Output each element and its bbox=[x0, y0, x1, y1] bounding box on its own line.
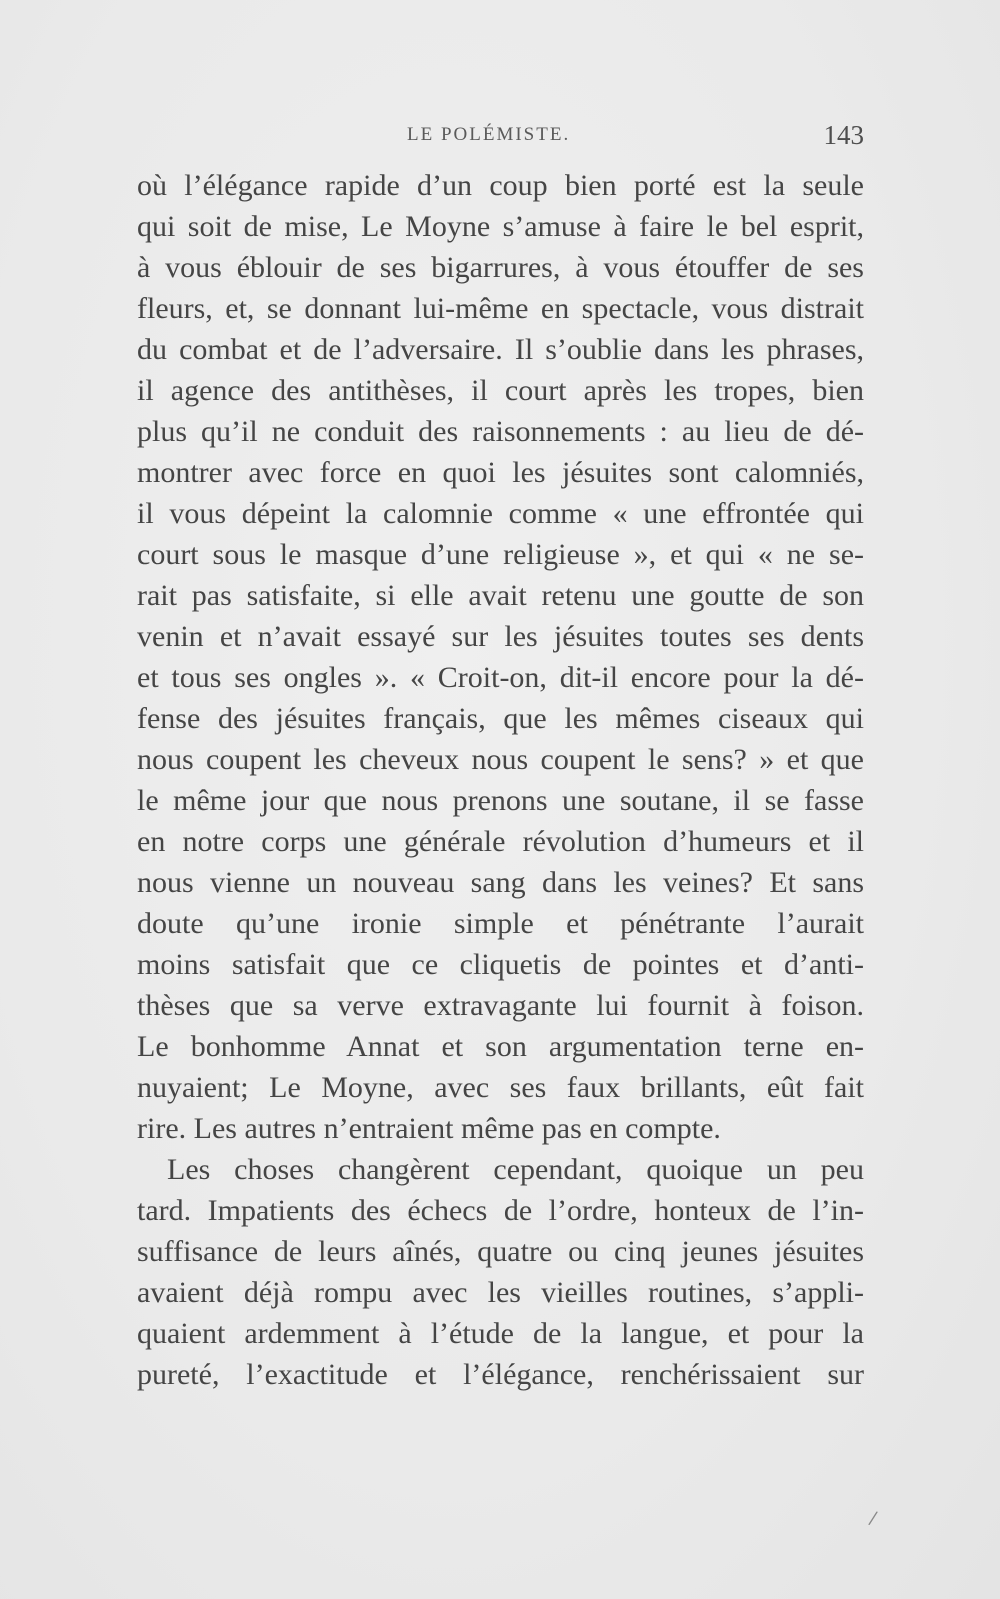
running-title: LE POLÉMISTE. bbox=[407, 124, 571, 145]
text-line: suffisance de leurs aînés, quatre ou cinq jeunes jésuites bbox=[137, 1235, 864, 1268]
text-line: à vous éblouir de ses bigarrures, à vous étouffer de ses bbox=[137, 251, 864, 284]
text-line: rait pas satisfaite, si elle avait retenu une goutte de son bbox=[137, 579, 864, 612]
text-line: fleurs, et, se donnant lui-même en spectacle, vous distrait bbox=[137, 292, 864, 325]
text-line: Le bonhomme Annat et son argumentation terne en- bbox=[137, 1030, 864, 1063]
text-line: rire. Les autres n’entraient même pas en compte. bbox=[137, 1112, 721, 1145]
text-line: le même jour que nous prenons une soutane, il se fasse bbox=[137, 784, 864, 817]
text-line: nous coupent les cheveux nous coupent le sens? » et que bbox=[137, 743, 864, 776]
text-line: il agence des antithèses, il court après les tropes, bien bbox=[137, 374, 864, 407]
text-line: thèses que sa verve extravagante lui fournit à foison. bbox=[137, 989, 864, 1022]
text-line: venin et n’avait essayé sur les jésuites toutes ses dents bbox=[137, 620, 864, 653]
text-line: fense des jésuites français, que les mêmes ciseaux qui bbox=[137, 702, 864, 735]
text-line: Les choses changèrent cependant, quoique un peu bbox=[167, 1153, 864, 1186]
text-line: avaient déjà rompu avec les vieilles routines, s’appli- bbox=[137, 1276, 864, 1309]
text-line: où l’élégance rapide d’un coup bien porté est la seule bbox=[137, 169, 864, 202]
text-line: pureté, l’exactitude et l’élégance, renchérissaient sur bbox=[137, 1358, 864, 1391]
body-text bbox=[137, 165, 864, 1395]
paragraph-1 bbox=[137, 165, 864, 1149]
text-line: plus qu’il ne conduit des raisonnements : au lieu de dé- bbox=[137, 415, 864, 448]
stray-ink-mark: / bbox=[867, 1507, 879, 1530]
text-line: qui soit de mise, Le Moyne s’amuse à faire le bel esprit, bbox=[137, 210, 864, 243]
text-line: quaient ardemment à l’étude de la langue, et pour la bbox=[137, 1317, 864, 1350]
text-line: il vous dépeint la calomnie comme « une effrontée qui bbox=[137, 497, 864, 530]
text-line: et tous ses ongles ». « Croit-on, dit-il encore pour la dé- bbox=[137, 661, 864, 694]
page-number: 143 bbox=[823, 120, 864, 150]
text-line: du combat et de l’adversaire. Il s’oublie dans les phrases, bbox=[137, 333, 864, 366]
text-line: moins satisfait que ce cliquetis de pointes et d’anti- bbox=[137, 948, 864, 981]
running-head bbox=[137, 120, 864, 154]
text-line: nous vienne un nouveau sang dans les veines? Et sans bbox=[137, 866, 864, 899]
text-line: court sous le masque d’une religieuse », et qui « ne se- bbox=[137, 538, 864, 571]
paragraph-2 bbox=[137, 1149, 864, 1395]
text-line: tard. Impatients des échecs de l’ordre, honteux de l’in- bbox=[137, 1194, 864, 1227]
text-line: montrer avec force en quoi les jésuites sont calomniés, bbox=[137, 456, 864, 489]
text-line: nuyaient; Le Moyne, avec ses faux brillants, eût fait bbox=[137, 1071, 864, 1104]
text-line: en notre corps une générale révolution d’humeurs et il bbox=[137, 825, 864, 858]
text-line: doute qu’une ironie simple et pénétrante l’aurait bbox=[137, 907, 864, 940]
